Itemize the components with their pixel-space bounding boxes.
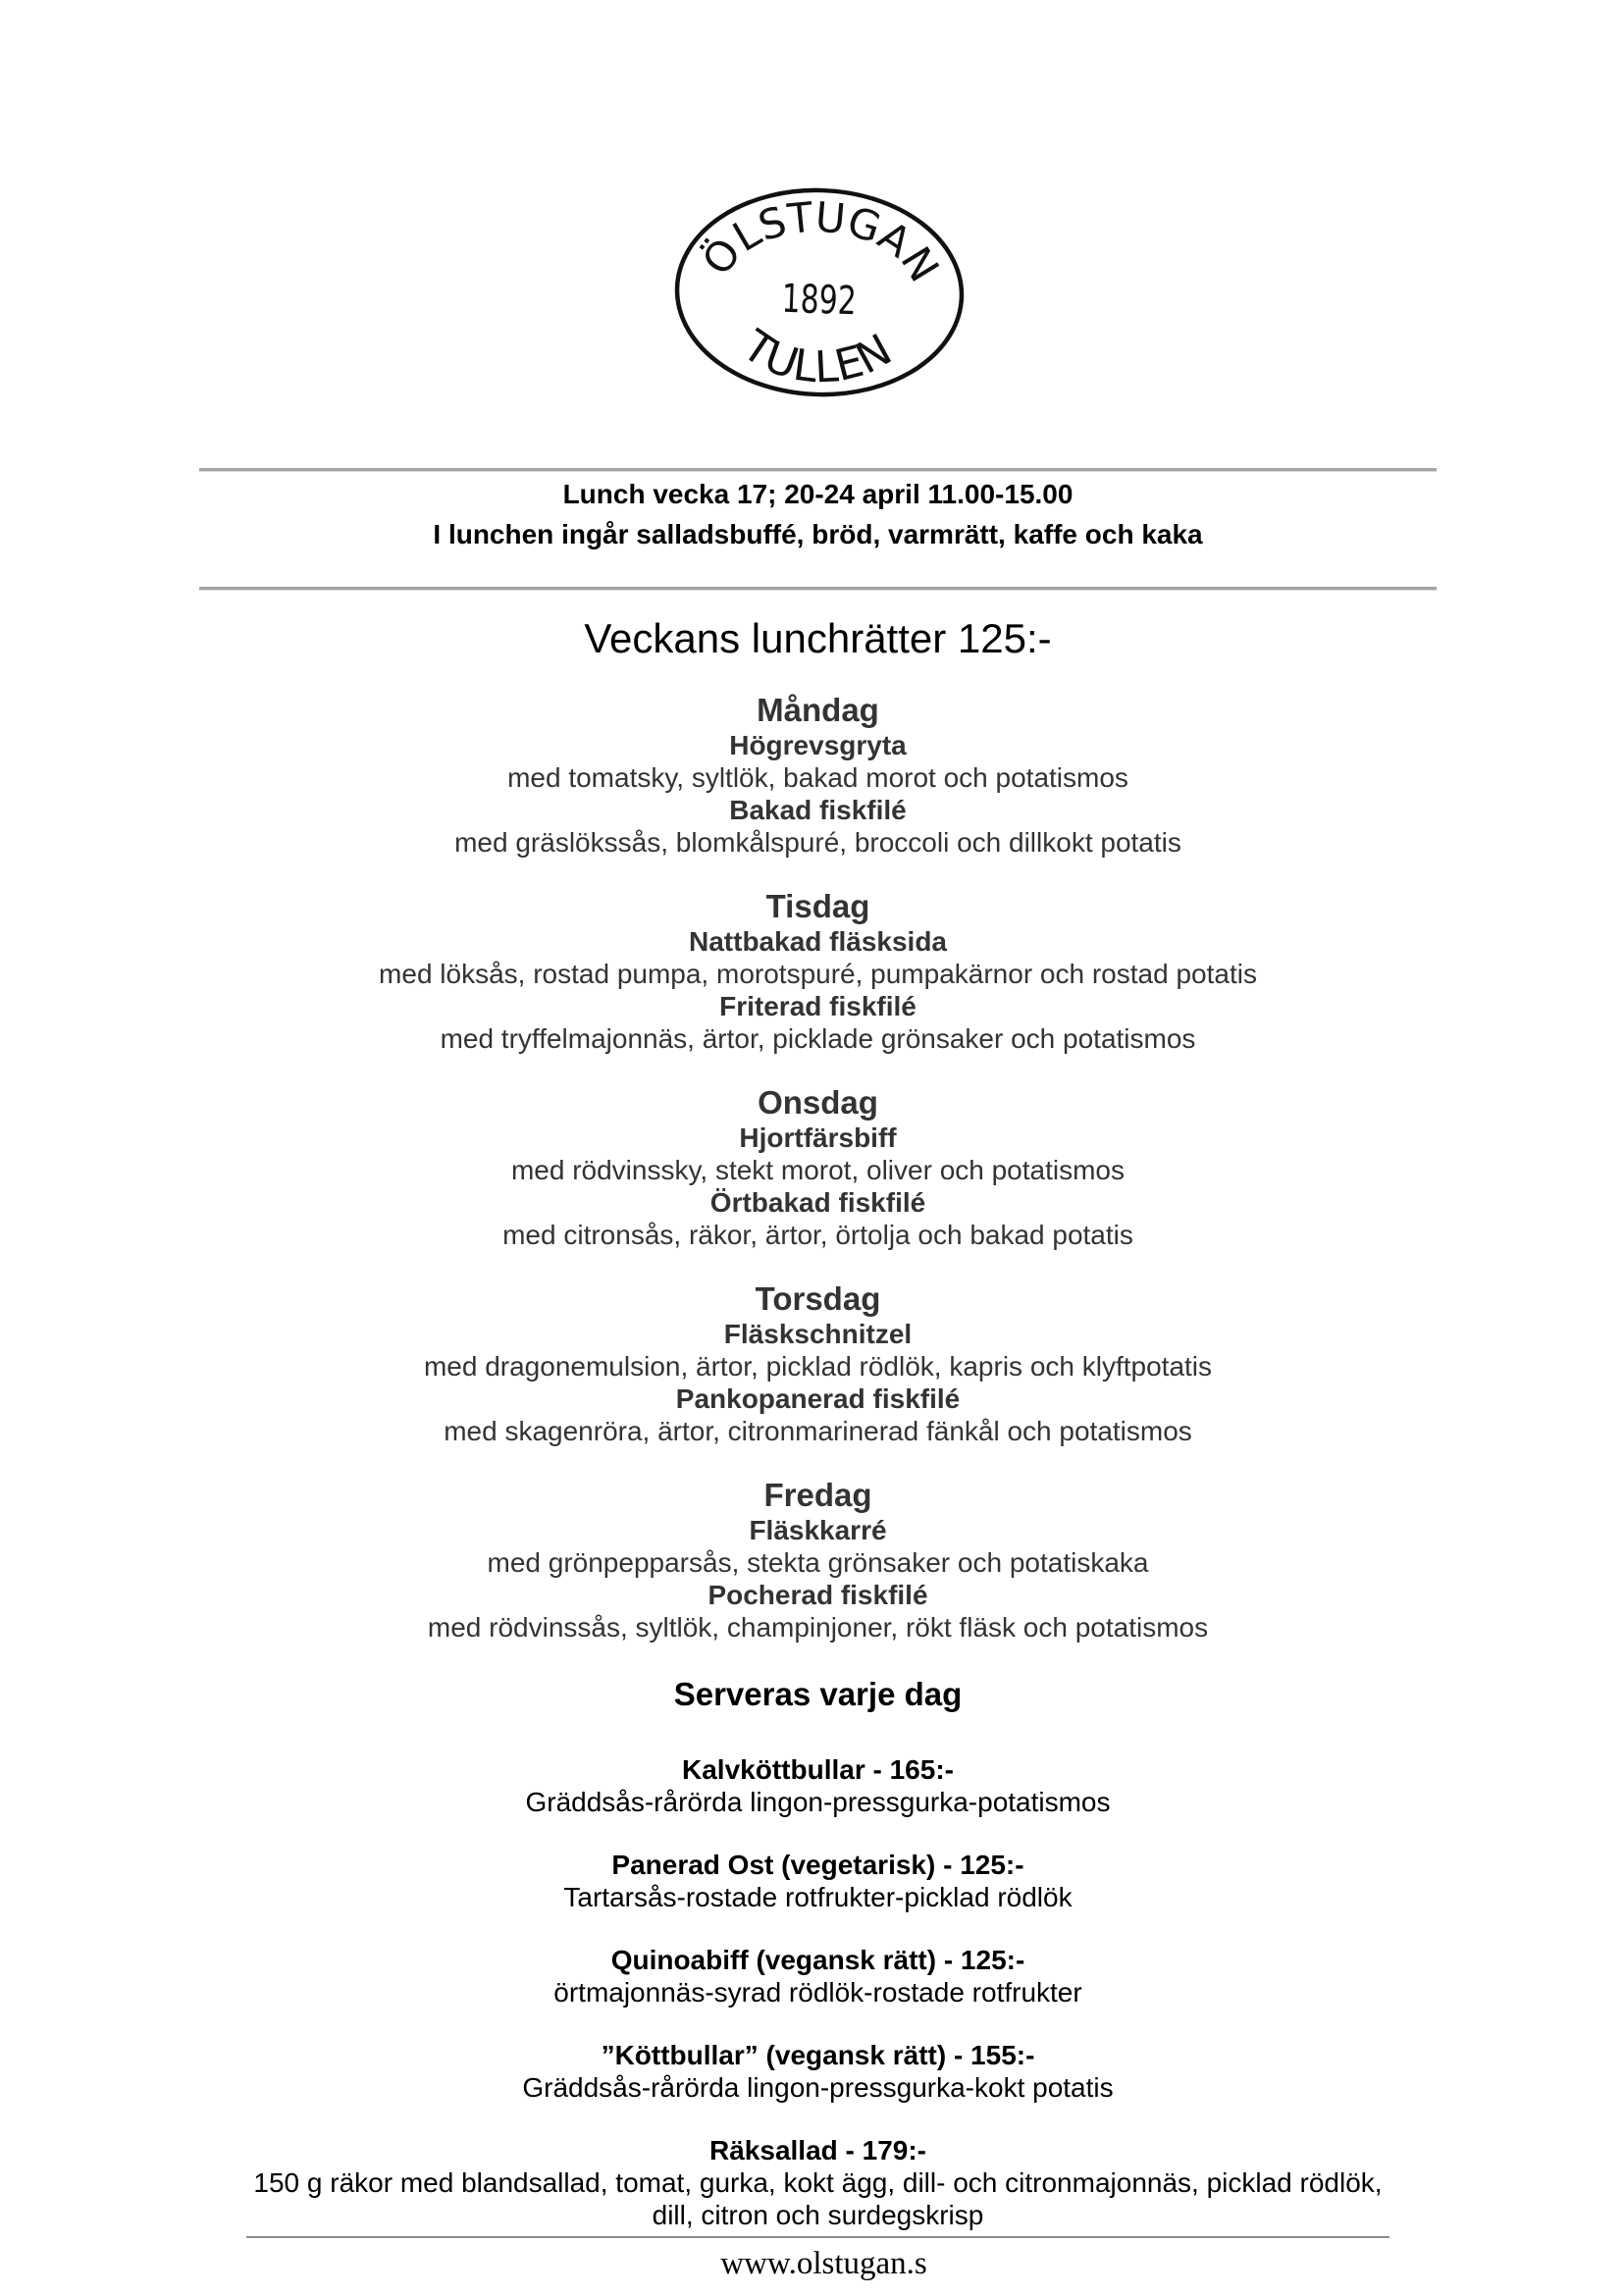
day-tuesday (199, 888, 1437, 1055)
dish-description: med löksås, rostad pumpa, morotspuré, pumpakärnor och rostad potatis (379, 959, 1257, 989)
daily-item-description: örtmajonnäs-syrad rödlök-rostade rotfrukter (553, 1977, 1082, 2008)
dish-name: Fläskkarré (749, 1515, 887, 1545)
logo-name-text: ÖLSTUGAN (692, 192, 949, 290)
dish-name: Pankopanerad fiskfilé (675, 1383, 961, 1414)
dish-name: Fläskschnitzel (723, 1319, 913, 1349)
daily-item-title: Räksallad - 179:- (709, 2135, 926, 2165)
footer-divider (246, 2236, 1389, 2238)
logo-location-text: TULLEN (733, 321, 901, 393)
dish-description: med citronsås, räkor, ärtor, örtolja och bakad potatis (502, 1220, 1133, 1250)
lunch-week-heading: Lunch vecka 17; 20-24 april 11.00-15.00 (562, 479, 1074, 509)
footer-url: www.olstugan.s (720, 2246, 927, 2281)
daily-menu-heading: Serveras varje dag (673, 1676, 963, 1712)
dish-name: Pocherad fiskfilé (707, 1580, 928, 1610)
dish-description: med dragonemulsion, ärtor, picklad rödlök, kapris och klyftpotatis (423, 1351, 1213, 1382)
daily-item (199, 2134, 1437, 2231)
daily-item (199, 1849, 1437, 1913)
dish-name: Nattbakad fläsksida (689, 926, 947, 957)
daily-item-title: ”Köttbullar” (vegansk rätt) - 155:- (601, 2040, 1035, 2070)
day-name: Fredag (763, 1477, 872, 1513)
day-wednesday (199, 1084, 1437, 1251)
day-friday (199, 1477, 1437, 1643)
dish-description: med tryffelmajonnäs, ärtor, picklade grönsaker och potatismos (440, 1023, 1196, 1054)
daily-item (199, 1753, 1437, 1818)
dish-description: med gräslökssås, blomkålspuré, broccoli och dillkokt potatis (454, 827, 1181, 858)
daily-item-description: 150 g räkor med blandsallad, tomat, gurka, kokt ägg, dill- och citronmajonnäs, picklad rödlök, (253, 2167, 1383, 2198)
day-name: Tisdag (765, 888, 870, 924)
dish-name: Hjortfärsbiff (739, 1122, 897, 1153)
dish-description: med grönpepparsås, stekta grönsaker och potatiskaka (487, 1547, 1149, 1578)
daily-item-title: Panerad Ost (vegetarisk) - 125:- (611, 1850, 1024, 1880)
dish-description: med skagenröra, ärtor, citronmarinerad fänkål och potatismos (444, 1416, 1192, 1446)
daily-items-list (199, 1753, 1437, 2231)
daily-item-description: Gräddsås-rårörda lingon-pressgurka-potatismos (525, 1787, 1111, 1817)
dish-description: med rödvinssky, stekt morot, oliver och potatismos (510, 1155, 1126, 1185)
dish-name: Friterad fiskfilé (719, 991, 917, 1021)
dish-name: Bakad fiskfilé (729, 795, 907, 825)
day-thursday (199, 1280, 1437, 1447)
dish-name: Örtbakad fiskfilé (709, 1187, 926, 1218)
daily-item-description: dill, citron och surdegskrisp (652, 2200, 984, 2230)
day-name: Torsdag (755, 1280, 881, 1317)
restaurant-logo (662, 175, 976, 410)
daily-item (199, 1944, 1437, 2008)
daily-item-description: Tartarsås-rostade rotfrukter-picklad rödlök (563, 1882, 1073, 1912)
header-bottom-divider (199, 587, 1437, 590)
weekly-lunch-title: Veckans lunchrätter 125:- (584, 615, 1052, 661)
dish-description: med rödvinssås, syltlök, champinjoner, rökt fläsk och potatismos (427, 1612, 1209, 1643)
dish-description: med tomatsky, syltlök, bakad morot och potatismos (507, 762, 1128, 793)
daily-item-title: Quinoabiff (vegansk rätt) - 125:- (610, 1945, 1025, 1975)
day-name: Måndag (757, 692, 879, 728)
daily-item-title: Kalvköttbullar - 165:- (682, 1754, 954, 1785)
day-name: Onsdag (758, 1084, 878, 1121)
header-top-divider (199, 468, 1437, 471)
daily-item (199, 2039, 1437, 2104)
logo-year-text: 1892 (780, 276, 883, 326)
lunch-includes-text: I lunchen ingår salladsbuffé, bröd, varmrätt, kaffe och kaka (433, 519, 1203, 549)
dish-name: Högrevsgryta (729, 730, 907, 760)
daily-item-description: Gräddsås-rårörda lingon-pressgurka-kokt potatis (522, 2072, 1114, 2103)
day-monday (199, 692, 1437, 859)
